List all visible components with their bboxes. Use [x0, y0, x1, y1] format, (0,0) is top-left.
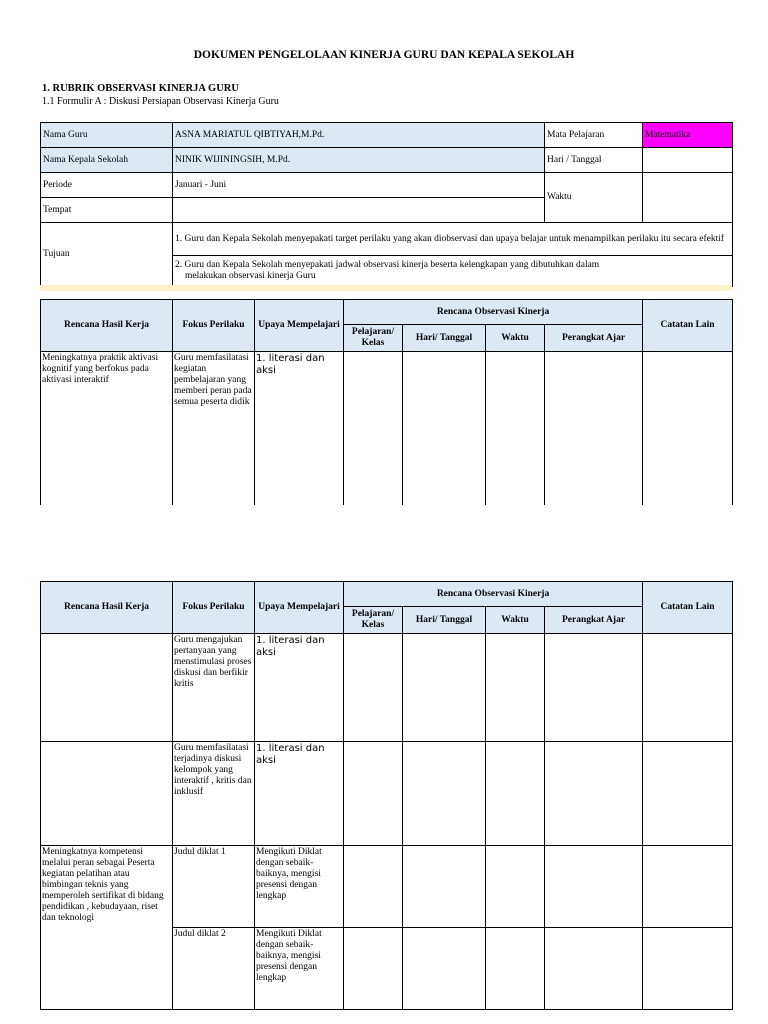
tempat-value: [173, 198, 545, 223]
header-upaya-mempelajari: Upaya Mempelajari: [255, 300, 344, 352]
waktu-cell: [486, 634, 545, 742]
catatan-cell: [643, 846, 733, 928]
hari-cell: [403, 846, 486, 928]
fokus-cell: Guru memfasilatasi kegiatan pembelajaran yang memberi peran pada semua peserta didik: [173, 352, 255, 505]
perangkat-cell: [545, 634, 643, 742]
separator-strip: [40, 285, 732, 291]
header-rencana-hasil-kerja: Rencana Hasil Kerja: [41, 300, 173, 352]
waktu-value: [643, 173, 733, 223]
nama-guru-value: ASNA MARIATUL QIBTIYAH,M.Pd.: [173, 123, 545, 148]
header-rencana-observasi: Rencana Observasi Kinerja: [344, 300, 643, 325]
periode-label: Periode: [41, 173, 173, 198]
table-row: [41, 352, 733, 505]
header-hari-tanggal: Hari/ Tanggal: [403, 325, 486, 352]
mapel-value: Matematika: [643, 123, 733, 148]
perangkat-cell: [545, 846, 643, 928]
pelajaran-cell: [344, 742, 403, 846]
hari-cell: [403, 742, 486, 846]
hari-value: [643, 148, 733, 173]
waktu-cell: [486, 742, 545, 846]
header-fokus-perilaku: Fokus Perilaku: [173, 300, 255, 352]
form-subheading: 1.1 Formulir A : Diskusi Persiapan Observasi Kinerja Guru: [42, 96, 279, 107]
perangkat-cell: [545, 352, 643, 505]
header-pelajaran-kelas: Pelajaran/ Kelas: [344, 607, 403, 634]
header-hari-tanggal: Hari/ Tanggal: [403, 607, 486, 634]
waktu-cell: [486, 352, 545, 505]
fokus-cell: Guru mengajukan pertanyaan yang menstimulasi proses diskusi dan berfikir kritis: [173, 634, 255, 742]
section-heading: 1. RUBRIK OBSERVASI KINERJA GURU: [42, 83, 239, 94]
rencana-cell: [41, 634, 173, 742]
waktu-cell: [486, 846, 545, 928]
tujuan-2-line1: 2. Guru dan Kepala Sekolah menyepakati jadwal observasi kinerja beserta kelengkapan yang dibutuhkan dalam: [175, 260, 600, 271]
header-catatan-lain: Catatan Lain: [643, 300, 733, 352]
catatan-cell: [643, 742, 733, 846]
periode-value: Januari - Juni: [173, 173, 545, 198]
hari-cell: [403, 928, 486, 1010]
catatan-cell: [643, 634, 733, 742]
header-waktu: Waktu: [486, 607, 545, 634]
mapel-label: Mata Pelajaran: [545, 123, 643, 148]
header-rencana-hasil-kerja: Rencana Hasil Kerja: [41, 582, 173, 634]
tujuan-2: [173, 256, 733, 287]
hari-label: Hari / Tanggal: [545, 148, 643, 173]
table-row: [41, 846, 733, 928]
header-perangkat-ajar: Perangkat Ajar: [545, 325, 643, 352]
pelajaran-cell: [344, 846, 403, 928]
rencana-cell: Meningkatnya praktik aktivasi kognitif yang berfokus pada aktivasi interaktif: [41, 352, 173, 505]
hari-cell: [403, 634, 486, 742]
catatan-cell: [643, 928, 733, 1010]
waktu-label: Waktu: [545, 173, 643, 223]
header-catatan-lain: Catatan Lain: [643, 582, 733, 634]
observation-table-2: [40, 581, 733, 1010]
pelajaran-cell: [344, 352, 403, 505]
table-row: [41, 742, 733, 846]
rencana-cell: [41, 742, 173, 846]
upaya-cell: Mengikuti Diklat dengan sebaik-baiknya, mengisi presensi dengan lengkap: [255, 928, 344, 1010]
upaya-cell: 1. literasi dan aksi: [255, 634, 344, 742]
upaya-cell: Mengikuti Diklat dengan sebaik-baiknya, mengisi presensi dengan lengkap: [255, 846, 344, 928]
header-fokus-perilaku: Fokus Perilaku: [173, 582, 255, 634]
observation-table-1: [40, 299, 733, 505]
hari-cell: [403, 352, 486, 505]
catatan-cell: [643, 352, 733, 505]
pelajaran-cell: [344, 634, 403, 742]
perangkat-cell: [545, 928, 643, 1010]
tujuan-2-line2: melakukan observasi kinerja Guru: [185, 271, 316, 281]
pelajaran-cell: [344, 928, 403, 1010]
upaya-cell: 1. literasi dan aksi: [255, 352, 344, 505]
header-waktu: Waktu: [486, 325, 545, 352]
upaya-cell: 1. literasi dan aksi: [255, 742, 344, 846]
document-title: DOKUMEN PENGELOLAAN KINERJA GURU DAN KEPALA SEKOLAH: [193, 49, 575, 61]
waktu-cell: [486, 928, 545, 1010]
fokus-cell: Judul diklat 1: [173, 846, 255, 928]
nama-kepsek-label: Nama Kepala Sekolah: [41, 148, 173, 173]
header-pelajaran-kelas: Pelajaran/ Kelas: [344, 325, 403, 352]
tujuan-label: Tujuan: [41, 223, 173, 287]
header-upaya-mempelajari: Upaya Mempelajari: [255, 582, 344, 634]
nama-guru-label: Nama Guru: [41, 123, 173, 148]
info-table: [40, 122, 733, 287]
header-perangkat-ajar: Perangkat Ajar: [545, 607, 643, 634]
tujuan-1: 1. Guru dan Kepala Sekolah menyepakati target perilaku yang akan diobservasi dan upaya belajar untuk menampilkan perilaku itu secara efektif: [173, 223, 733, 256]
fokus-cell: Judul diklat 2: [173, 928, 255, 1010]
tempat-label: Tempat: [41, 198, 173, 223]
header-rencana-observasi: Rencana Observasi Kinerja: [344, 582, 643, 607]
rencana-cell: Meningkatnya kompetensi melalui peran sebagai Peserta kegiatan pelatihan atau bimbingan teknis yang memperoleh sertifikat di bidang pendidikan , kebudayaan, riset dan teknologi: [41, 846, 173, 1010]
perangkat-cell: [545, 742, 643, 846]
nama-kepsek-value: NINIK WIJININGSIH, M.Pd.: [173, 148, 545, 173]
table-row: [41, 634, 733, 742]
fokus-cell: Guru memfasilatasi terjadinya diskusi kelompok yang interaktif , kritis dan inklusif: [173, 742, 255, 846]
